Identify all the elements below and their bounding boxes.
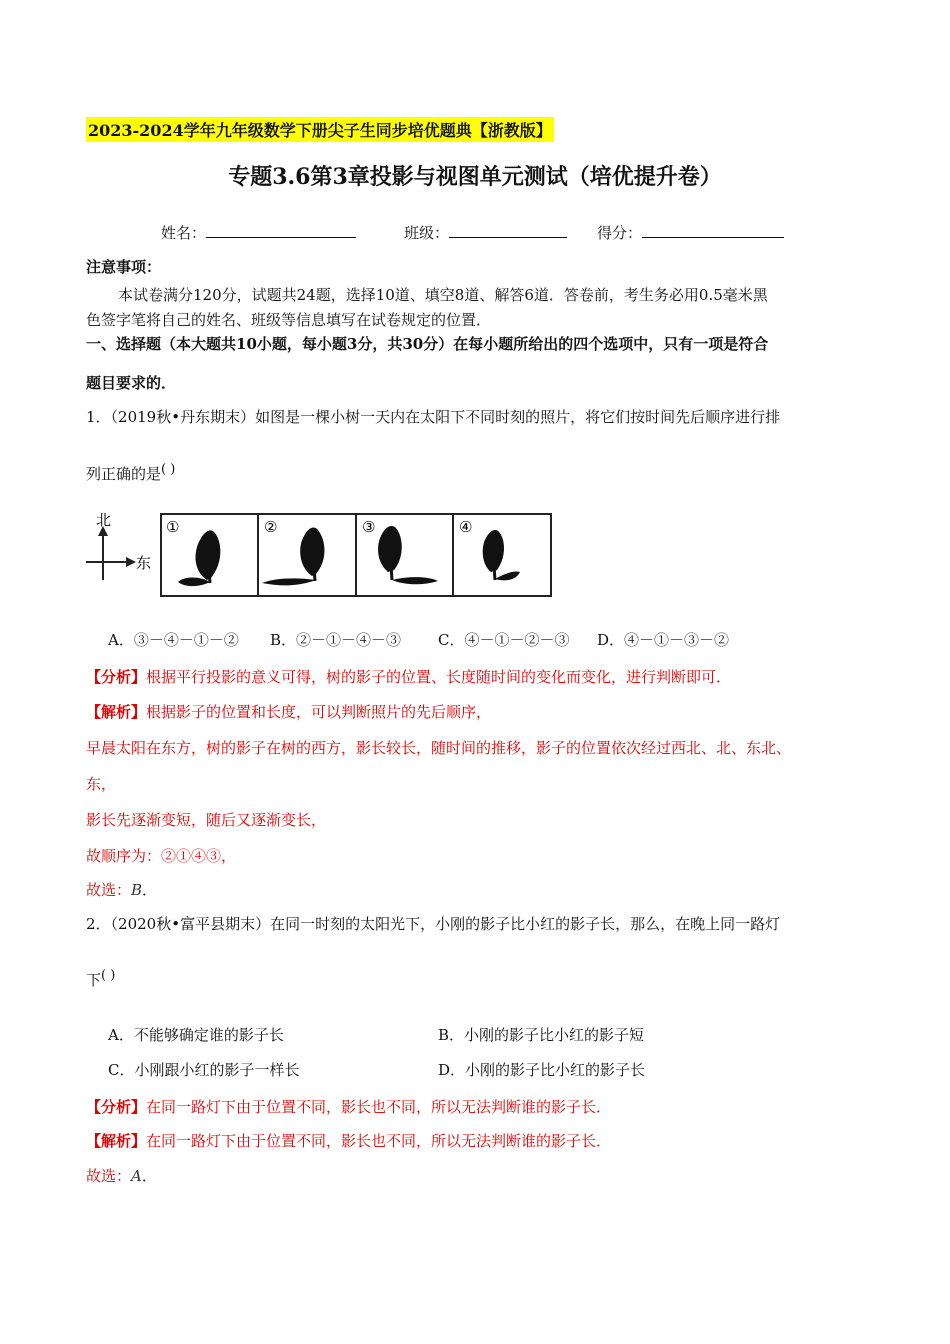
q1-answer-suffix: ．: [142, 881, 158, 899]
q1-solution-text-1: 根据影子的位置和长度，可以判断照片的先后顺序，: [146, 703, 492, 721]
q1-option-a: A．③－④－①－②: [108, 631, 239, 649]
q2-solution-text: 在同一路灯下由于位置不同，影长也不同，所以无法判断谁的影子长．: [146, 1132, 612, 1150]
q1-paren: ( ): [161, 462, 176, 477]
photo-1: [166, 518, 220, 586]
photo-2-label: ②: [264, 518, 278, 536]
name-label: 姓名：: [161, 224, 207, 242]
q2-analysis-tag: 【分析】: [86, 1098, 147, 1116]
class-label: 班级：: [404, 224, 450, 242]
notice-body-1: 本试卷满分120分，试题共24题，选择10道、填空8道、解答6道．答卷前，考生务必用0.5毫米黑: [118, 286, 768, 304]
photo-3: [362, 518, 438, 584]
q2-option-c: C．小刚跟小红的影子一样长: [108, 1061, 300, 1079]
q2-stem-1: 2．（2020秋•富平县期末）在同一时刻的太阳光下，小刚的影子比小红的影子长，那么，在晚上同一路灯: [86, 915, 781, 933]
q1-answer: [86, 879, 157, 900]
score-blank: [642, 223, 784, 238]
class-field: [404, 222, 567, 243]
compass-north: 北: [96, 511, 112, 529]
q2-answer-letter: A: [131, 1167, 142, 1185]
q2-analysis: [86, 1096, 611, 1117]
photo-4-label: ④: [459, 518, 473, 536]
q2-stem-2: [86, 968, 115, 990]
score-label: 得分：: [597, 224, 643, 242]
q2-option-a: A．不能够确定谁的影子长: [108, 1026, 284, 1044]
shadow-2-icon: [262, 578, 316, 585]
q2-option-b: B．小刚的影子比小红的影子短: [438, 1026, 645, 1044]
q1-option-d: D．④－①－③－②: [597, 631, 730, 649]
tree-2-icon: [300, 528, 324, 576]
q2-solution-tag: 【解析】: [86, 1132, 147, 1150]
q1-analysis: [86, 666, 731, 687]
q2-paren: ( ): [101, 968, 116, 983]
photo-3-label: ③: [362, 518, 376, 536]
q1-analysis-text: 根据平行投影的意义可得，树的影子的位置、长度随时间的变化而变化，进行判断即可．: [146, 668, 732, 686]
q1-solution-1: [86, 701, 491, 722]
q1-stem-text: 列正确的是: [86, 465, 162, 483]
q2-answer-prefix: 故选：: [86, 1167, 132, 1185]
tree-4-icon: [483, 530, 504, 572]
shadow-4-icon: [495, 571, 520, 580]
q1-answer-letter: B: [131, 881, 143, 899]
page-title: 专题3.6第3章投影与视图单元测试（培优提升卷）: [228, 164, 722, 190]
q1-solution-tag: 【解析】: [86, 703, 147, 721]
class-blank: [449, 223, 567, 238]
east-arrow-icon: [126, 557, 136, 567]
q2-stem-text: 下: [86, 971, 102, 989]
q2-solution: [86, 1130, 611, 1151]
q2-option-d: D．小刚的影子比小红的影子长: [438, 1061, 646, 1079]
q1-option-b: B．②－①－④－③: [270, 631, 402, 649]
score-field: [597, 222, 784, 243]
photo-2: [262, 518, 325, 585]
q1-option-c: C．④－①－②－③: [438, 631, 570, 649]
q1-solution-4: 影长先逐渐变短，随后又逐渐变长，: [86, 811, 327, 829]
compass-east: 东: [136, 554, 152, 572]
name-blank: [206, 223, 356, 238]
shadow-1-icon: [178, 578, 210, 587]
q1-solution-2: 早晨太阳在东方，树的影子在树的西方，影长较长，随时间的推移，影子的位置依次经过西北、北、东北、: [86, 739, 792, 757]
shadow-3-icon: [392, 577, 438, 584]
notice-heading: 注意事项：: [86, 258, 162, 276]
q1-solution-3: 东，: [86, 775, 117, 793]
q1-answer-prefix: 故选：: [86, 881, 132, 899]
section1-heading-1: 一、选择题（本大题共10小题，每小题3分，共30分）在每小题所给出的四个选项中，只有一项是符合: [86, 335, 769, 353]
section1-heading-2: 题目要求的．: [86, 374, 177, 392]
q2-analysis-text: 在同一路灯下由于位置不同，影长也不同，所以无法判断谁的影子长．: [146, 1098, 612, 1116]
photo-1-label: ①: [166, 518, 180, 536]
name-field: [161, 222, 356, 243]
q1-figure: [86, 510, 556, 600]
q1-analysis-tag: 【分析】: [86, 668, 147, 686]
q1-stem-1: 1．（2019秋•丹东期末）如图是一棵小树一天内在太阳下不同时刻的照片，将它们按时间先后顺序进行排: [86, 408, 781, 426]
notice-body-2: 色签字笔将自己的姓名、班级等信息填写在试卷规定的位置．: [86, 311, 492, 329]
q1-solution-5: 故顺序为：②①④③，: [86, 847, 237, 865]
q2-answer: [86, 1165, 157, 1186]
photo-4: [459, 518, 520, 580]
compass: [86, 511, 151, 580]
series-title: 2023-2024学年九年级数学下册尖子生同步培优题典【浙教版】: [86, 117, 554, 142]
q2-answer-suffix: ．: [141, 1167, 157, 1185]
q1-stem-2: [86, 462, 175, 484]
